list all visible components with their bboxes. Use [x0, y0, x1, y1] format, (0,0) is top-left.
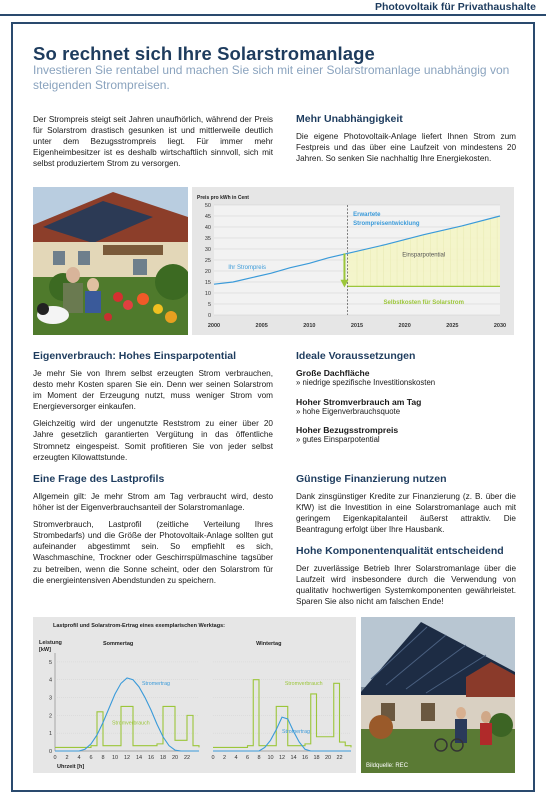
y-tick-label: 2	[48, 713, 52, 720]
y-tick-label: 1	[48, 731, 52, 738]
section-ideal	[296, 350, 516, 446]
ideal-item-bullet: » hohe Eigenverbrauchsquote	[296, 406, 401, 416]
header-label: Photovoltaik für Privathaushalte	[374, 1, 536, 13]
x-tick-label: 22	[183, 755, 191, 761]
y-tick-label: 5	[48, 659, 52, 666]
heading-finanz: Günstige Finanzierung nutzen	[296, 473, 447, 485]
page-subtitle: Investieren Sie rentabel und machen Sie sich mit einer Solarstromanlage unabhängig von steigenden Strompreisen.	[33, 63, 510, 92]
y-tick-label: 20	[204, 269, 211, 275]
text-eigen-1: Je mehr Sie von Ihrem selbst erzeugten Strom verbrauchen, desto mehr Kosten sparen Sie ein. Denn wer seinen Solarstrom im Moment der Erzeugung nutzt, muss weniger Strom vom Energieversorger einkaufen.	[33, 369, 273, 412]
x-tick-label: 18	[313, 755, 320, 761]
text-lastprofil-2: Stromverbrauch, Lastprofil (zeitliche Verteilung Ihres Strombedarfs) und die Größe der Photovoltaik-Anlage sollten gut aufeinander abgestimmt sein. So empfiehlt es sich, Waschmaschine, Trockner oder Geschirrspülmaschine tagsüber zu betreiben, wenn die Sonne scheint, oder den Solarstrom für die energieintensiven Abendstunden zu speichern.	[33, 520, 273, 585]
heading-eigen: Eigenverbrauch: Hohes Einsparpotential	[33, 350, 237, 362]
x-tick-label: 2	[222, 755, 227, 761]
x-tick-label: 2005	[255, 323, 268, 329]
x-tick-label: 2010	[303, 323, 316, 329]
label-erwartete-line2: Strompreisentwicklung	[353, 221, 420, 227]
label-stromverbrauch: Stromverbrauch	[284, 681, 323, 688]
section-lastprofil	[33, 473, 273, 586]
heading-qualitaet: Hohe Komponentenqualität entscheidend	[296, 545, 504, 557]
label-erwartete-line1: Erwartete	[353, 212, 381, 219]
x-tick-label: 16	[301, 755, 309, 761]
x-tick-label: 2015	[350, 323, 364, 329]
x-tick-label: 10	[267, 755, 274, 761]
x-tick-label: 0	[211, 755, 215, 761]
label-einsparpotential: Einsparpotential	[402, 252, 446, 259]
y-tick-label: 35	[204, 236, 211, 242]
label-stromertrag: Stromertrag	[142, 681, 170, 688]
x-tick-label: 2030	[493, 323, 507, 329]
x-tick-label: 4	[77, 755, 81, 761]
y-tick-label: 10	[204, 291, 211, 297]
ideal-item-title: Große Dachfläche	[296, 368, 370, 378]
intro-block	[33, 114, 273, 169]
panel-title: Wintertag	[256, 641, 282, 647]
y-tick-label: 25	[204, 258, 211, 264]
y-axis-label-2: [kW]	[39, 647, 51, 653]
photo-credit: Bildquelle: REC	[366, 763, 409, 769]
ideal-item	[296, 397, 516, 418]
x-tick-label: 22	[336, 755, 343, 761]
text-mehr: Die eigene Photovoltaik-Anlage liefert Ihnen Strom zum Festpreis und das über eine Laufzeit von mindestens 20 Jahren. So senken Sie nachhaltig Ihre Energiekosten.	[296, 132, 516, 164]
ideal-item	[296, 425, 516, 446]
chart-title: Lastprofil und Solarstrom-Ertrag eines exemplarischen Werktags:	[53, 623, 225, 629]
text-lastprofil-1: Allgemein gilt: Je mehr Strom am Tag verbraucht wird, desto höher ist der Eigenverbrauchsanteil der Solarstromanlage.	[33, 492, 273, 513]
y-tick-label: 30	[204, 247, 211, 253]
section-mehr	[296, 113, 516, 164]
label-stromverbrauch: Stromverbrauch	[112, 720, 150, 727]
heading-ideal: Ideale Voraussetzungen	[296, 350, 416, 362]
y-tick-label: 40	[204, 225, 211, 231]
panel-title: Sommertag	[103, 641, 134, 647]
x-tick-label: 12	[123, 755, 131, 761]
text-qualitaet: Der zuverlässige Betrieb Ihrer Solarstromanlage über die Laufzeit wird insbesondere durch die Verwendung von qualitativ hochwertigen Systemkomponenten gewährleistet. Sparen Sie also nicht am falschen Ende!	[296, 564, 516, 607]
x-tick-label: 2	[65, 755, 69, 761]
x-tick-label: 12	[278, 755, 286, 761]
series-stromverbrauch	[55, 706, 199, 747]
family-garden-photo	[33, 187, 188, 335]
x-axis-label: Uhrzeit [h]	[57, 764, 85, 770]
load-profile-chart	[33, 617, 356, 773]
load-profile-chart-svg	[33, 617, 356, 773]
heading-mehr: Mehr Unabhängigkeit	[296, 113, 403, 125]
ideal-item-title: Hoher Bezugsstrompreis	[296, 425, 399, 435]
x-tick-label: 0	[53, 755, 57, 761]
label-selbstkosten: Selbstkosten für Solarstrom	[383, 300, 464, 306]
price-chart-svg	[192, 187, 514, 335]
x-tick-label: 2020	[398, 323, 411, 329]
series-stromverbrauch	[213, 680, 351, 748]
y-tick-label: 3	[48, 695, 52, 702]
top-header-bar	[0, 0, 546, 16]
x-tick-label: 10	[111, 755, 119, 761]
y-tick-label: 15	[204, 280, 211, 286]
y-tick-label: 0	[48, 749, 52, 755]
x-tick-label: 14	[135, 755, 143, 761]
x-tick-label: 4	[234, 755, 238, 761]
y-tick-label: 50	[204, 203, 211, 209]
ideal-item-bullet: » gutes Einsparpotential	[296, 435, 380, 444]
heading-lastprofil: Eine Frage des Lastprofils	[33, 473, 165, 485]
x-tick-label: 20	[171, 755, 179, 761]
page-title: So rechnet sich Ihre Solarstromanlage	[33, 43, 375, 64]
chart-title: Preis pro kWh in Cent	[197, 195, 249, 201]
label-stromertrag: Stromertrag	[282, 729, 310, 736]
x-tick-label: 14	[290, 755, 297, 761]
y-axis-label-1: Leistung	[39, 640, 62, 646]
text-finanz: Dank zinsgünstiger Kredite zur Finanzierung (z. B. über die KfW) ist die Investition in eine Solarstromanlage auch mit geringem Eigenkapitalanteil äußerst attraktiv. Die Beantragung erfolgt über Ihre Hausbank.	[296, 492, 516, 535]
section-eigen	[33, 350, 273, 463]
x-tick-label: 18	[159, 755, 167, 761]
x-tick-label: 2025	[446, 323, 459, 329]
y-tick-label: 4	[48, 677, 52, 684]
ideal-item-title: Hoher Stromverbrauch am Tag	[296, 396, 422, 407]
y-tick-label: 0	[207, 313, 211, 319]
x-tick-label: 6	[89, 755, 93, 761]
price-chart	[192, 187, 514, 335]
section-finanz	[296, 473, 516, 535]
label-ihr-strompreis: Ihr Strompreis	[228, 265, 266, 271]
y-tick-label: 45	[204, 214, 211, 220]
x-tick-label: 16	[147, 755, 155, 761]
intro-text: Der Strompreis steigt seit Jahren unaufhörlich, während der Preis für Solarstrom drastisch gesunken ist und mittlerweile deutlich unter dem Bezugsstrompreis liegt. Für immer mehr Eigenheimbesitzer ist es deshalb wirtschaftlich sinnvoll, sich mit selbst produziertem Strom zu versorgen.	[33, 115, 273, 169]
x-tick-label: 8	[101, 755, 105, 761]
section-qualitaet	[296, 545, 516, 607]
x-tick-label: 20	[324, 755, 332, 761]
ideal-item-bullet: » niedrige spezifische Investitionskosten	[296, 378, 436, 387]
x-tick-label: 6	[245, 755, 250, 761]
x-tick-label: 8	[257, 755, 261, 761]
text-eigen-2: Gleichzeitig wird der ungenutzte Reststrom zu einer über 20 Jahre gesetzlich garantierten Vergütung in das öffentliche Stromnetz eingespeist. Somit profitieren Sie von jeder selbst erzeugten Kilowattstunde.	[33, 419, 273, 462]
solar-house-photo	[361, 617, 515, 773]
ideal-item	[296, 368, 516, 389]
y-tick-label: 5	[207, 302, 211, 308]
x-tick-label: 2000	[207, 323, 221, 329]
